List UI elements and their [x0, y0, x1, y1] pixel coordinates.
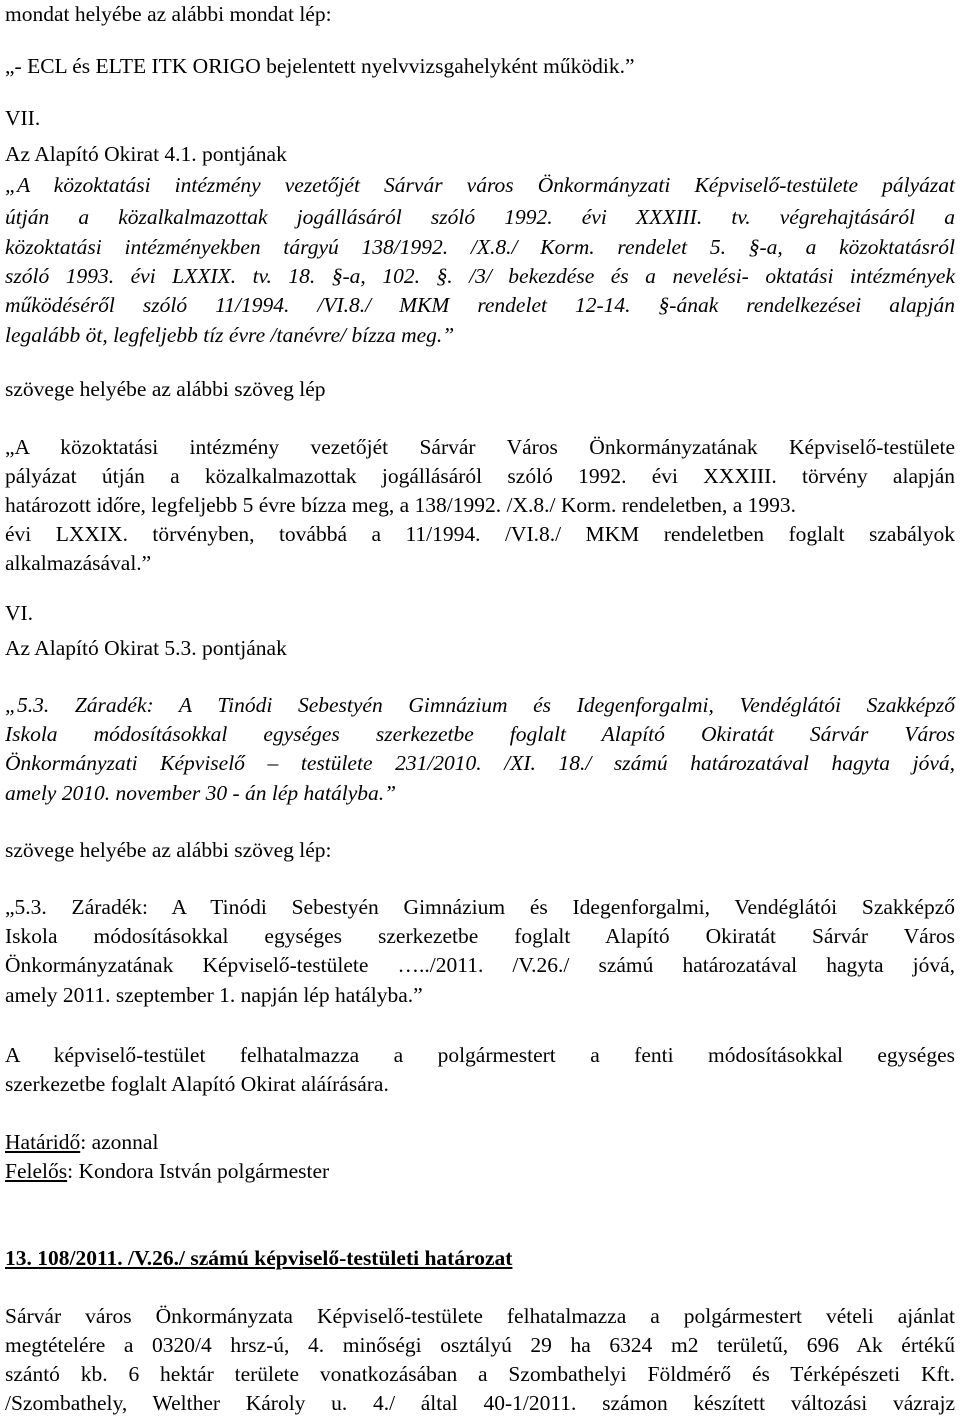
responsible — [5, 1157, 329, 1186]
intro-line: mondat helyébe az alábbi mondat lép: — [5, 2, 332, 26]
authorization-paragraph: A képviselő-testület felhatalmazza a polgármestert a fenti módosításokkal egységes — [5, 1043, 955, 1067]
responsible-label: Felelős — [5, 1159, 68, 1183]
body-text-line: Iskola módosításokkal egységes szerkezetbe foglalt Alapító Okiratát Sárvár Város — [5, 924, 955, 948]
original-text-line: működéséről szóló 11/1994. /VI.8./ MKM rendelet 12-14. §-ának rendelkezései alapján — [5, 293, 955, 317]
original-text-line: „A közoktatási intézmény vezetőjét Sárvár város Önkormányzati Képviselő-testülete pályázat — [5, 173, 955, 197]
body-text-line: évi LXXIX. törvényben, továbbá a 11/1994. /VI.8./ MKM rendeletben foglalt szabályok — [5, 522, 955, 546]
quoted-sentence: „- ECL és ELTE ITK ORIGO bejelentett nyelvvizsgahelyként működik.” — [5, 54, 635, 78]
resolution-text-line: /Szombathely, Welther Károly u. 4./ által 40-1/2011. számon készített változási vázrajz — [5, 1391, 955, 1415]
body-text-line: Önkormányzatának Képviselő-testülete …../2011. /V.26./ számú határozatával hagyta jóvá, — [5, 953, 955, 977]
original-text-line: amely 2010. november 30 - án lép hatályba.” — [5, 781, 397, 805]
original-text-line: legalább öt, legfeljebb tíz évre /tanévre/ bízza meg.” — [5, 323, 455, 347]
replacement-intro: szövege helyébe az alábbi szöveg lép — [5, 377, 326, 401]
responsible-value: : Kondora István polgármester — [67, 1159, 330, 1183]
original-text-line: szóló 1993. évi LXXIX. tv. 18. §-a, 102. §. /3/ bekezdése és a nevelési- oktatási intézmények — [5, 264, 955, 288]
resolution-text-line: megtételére a 0320/4 hrsz-ú, 4. minőségi osztályú 29 ha 6324 m2 területű, 696 Ak értékű — [5, 1333, 955, 1357]
resolution-text-line: Sárvár város Önkormányzata Képviselő-testülete felhatalmazza a polgármestert vételi ajánlat — [5, 1304, 955, 1328]
resolution-title: 13. 108/2011. /V.26./ számú képviselő-testületi határozat — [5, 1246, 513, 1270]
replacement-intro: szövege helyébe az alábbi szöveg lép: — [5, 838, 332, 862]
section-heading-vii: VII. — [5, 106, 41, 130]
section-heading-vi: VI. — [5, 601, 34, 625]
body-text-line: alkalmazásával.” — [5, 551, 152, 575]
deadline-label: Határidő — [5, 1130, 81, 1154]
body-text-line: pályázat útján a közalkalmazottak jogállásáról szóló 1992. évi XXXIII. törvény alapján — [5, 464, 955, 488]
body-text-line: amely 2011. szeptember 1. napján lép hatályba.” — [5, 983, 423, 1007]
body-text-line: „5.3. Záradék: A Tinódi Sebestyén Gimnázium és Idegenforgalmi, Vendéglátói Szakképző — [5, 895, 955, 919]
body-text-line: „A közoktatási intézmény vezetőjét Sárvár Város Önkormányzatának Képviselő-testülete — [5, 435, 955, 459]
resolution-text-line: szántó kb. 6 hektár területe vonatkozásában a Szombathelyi Földmérő és Térképészeti Kft. — [5, 1362, 955, 1386]
authorization-paragraph: szerkezetbe foglalt Alapító Okirat aláírására. — [5, 1072, 389, 1096]
deadline-value: : azonnal — [80, 1130, 159, 1154]
body-text-line: határozott időre, legfeljebb 5 évre bízza meg, a 138/1992. /X.8./ Korm. rendeletben, a 1993. — [5, 493, 797, 517]
original-text-line: Önkormányzati Képviselő – testülete 231/2010. /XI. 18./ számú határozatával hagyta jóvá, — [5, 751, 955, 775]
section-subheading: Az Alapító Okirat 5.3. pontjának — [5, 636, 287, 660]
original-text-line: „5.3. Záradék: A Tinódi Sebestyén Gimnázium és Idegenforgalmi, Vendéglátói Szakképző — [5, 693, 955, 717]
original-text-line: közoktatási intézményekben tárgyú 138/1992. /X.8./ Korm. rendelet 5. §-a, a közoktatásról — [5, 235, 955, 259]
deadline — [5, 1128, 158, 1157]
section-subheading: Az Alapító Okirat 4.1. pontjának — [5, 142, 287, 166]
original-text-line: Iskola módosításokkal egységes szerkezetbe foglalt Alapító Okiratát Sárvár Város — [5, 722, 955, 746]
original-text-line: útján a közalkalmazottak jogállásáról szóló 1992. évi XXXIII. tv. végrehajtásáról a — [5, 205, 955, 229]
